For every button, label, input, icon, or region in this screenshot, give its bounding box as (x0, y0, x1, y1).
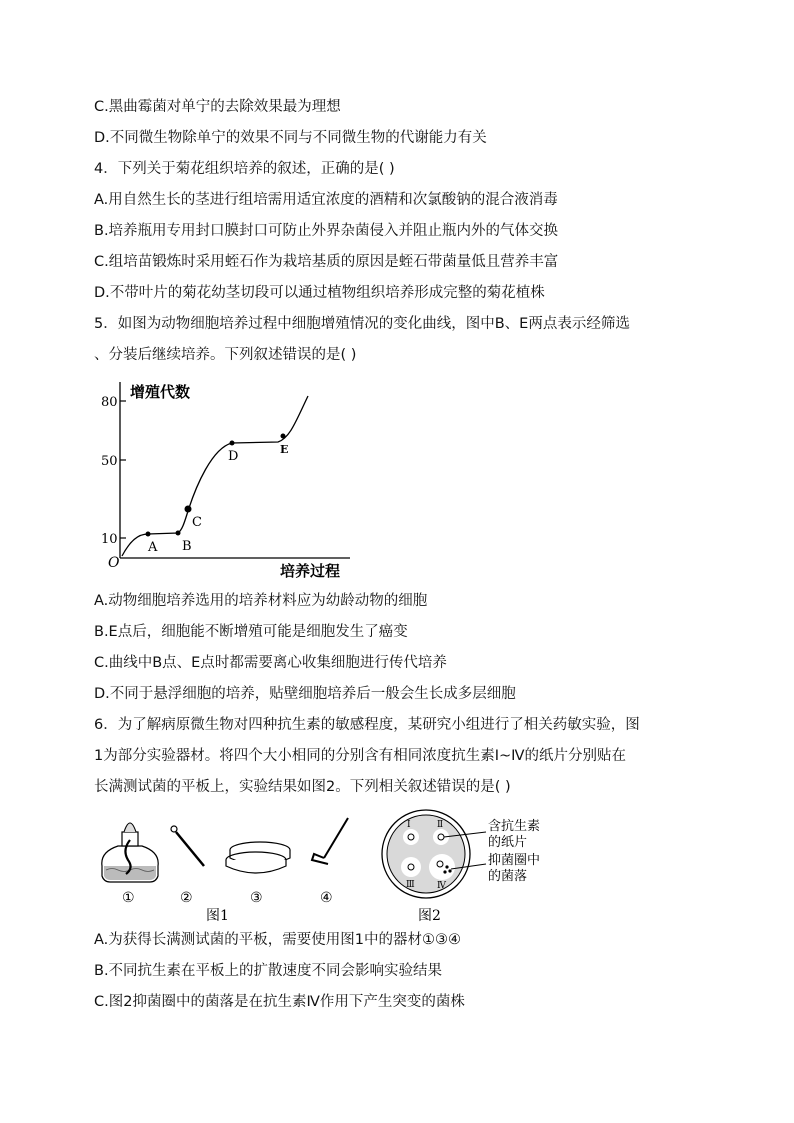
legend-colony-line1: 抑菌圈中 (488, 853, 541, 868)
label-e: E (280, 443, 289, 456)
q4-option-d: D.不带叶片的菊花幼茎切段可以通过植物组织培养形成完整的菊花植株 (94, 285, 545, 301)
point-b (176, 531, 181, 536)
q5-stem-line1: 5．如图为动物细胞培养过程中细胞增殖情况的变化曲线，图中B、E两点表示经筛选 (94, 316, 630, 332)
origin-label: O (108, 555, 120, 571)
point-e (281, 434, 286, 439)
q4-option-c: C.组培苗锻炼时采用蛭石作为栽培基质的原因是蛭石带菌量低且营养丰富 (94, 254, 559, 270)
q5-option-c: C.曲线中B点、E点时都需要离心收集细胞进行传代培养 (94, 655, 447, 671)
alcohol-lamp-icon (102, 823, 158, 882)
point-a (146, 532, 151, 537)
point-c (185, 506, 192, 513)
point-d (230, 441, 235, 446)
ytick-80: 80 (101, 395, 118, 410)
plate-inner-ring (387, 815, 465, 893)
x-axis-label: 培养过程 (280, 562, 341, 580)
label-4: ④ (320, 890, 333, 906)
petri-dish-icon (226, 842, 290, 873)
legend-disc-line1: 含抗生素 (488, 819, 541, 834)
q4-option-b: B.培养瓶用专用封口膜封口可防止外界杂菌侵入并阻止瓶内外的气体交换 (94, 223, 559, 239)
label-b: B (182, 539, 192, 554)
legend-disc-line2: 的纸片 (488, 835, 528, 850)
q5-option-a: A.动物细胞培养选用的培养材料应为幼龄动物的细胞 (94, 593, 428, 609)
q3-option-d: D.不同微生物除单宁的效果不同与不同微生物的代谢能力有关 (94, 130, 487, 146)
q3-option-c: C.黑曲霉菌对单宁的去除效果最为理想 (94, 99, 341, 115)
q4-option-a: A.用自然生长的茎进行组培需用适宜浓度的酒精和次氯酸钠的混合液消毒 (94, 192, 558, 208)
figure-2-plate (380, 808, 570, 924)
figure-1-equipment (92, 810, 364, 922)
ytick-50: 50 (101, 454, 118, 469)
label-3: ③ (250, 890, 263, 906)
q6-option-b: B.不同抗生素在平板上的扩散速度不同会影响实验结果 (94, 963, 443, 979)
cell-growth-graph (100, 376, 360, 582)
q6-stem-line1: 6．为了解病原微生物对四种抗生素的敏感程度，某研究小组进行了相关药敏实验，图 (94, 717, 640, 733)
disc-label-4: Ⅳ (437, 881, 446, 891)
inoculating-loop-icon (171, 826, 204, 866)
growth-curve (122, 396, 308, 556)
figure-2-caption: 图2 (418, 908, 441, 924)
q6-stem-line3: 长满测试菌的平板上，实验结果如图2。下列相关叙述错误的是( ) (94, 779, 511, 795)
spreader-icon (312, 818, 348, 864)
q5-option-d: D.不同于悬浮细胞的培养，贴壁细胞培养后一般会生长成多层细胞 (94, 686, 516, 702)
q6-option-c: C.图2抑菌圈中的菌落是在抗生素Ⅳ作用下产生突变的菌株 (94, 994, 465, 1010)
label-2: ② (180, 890, 193, 906)
q6-stem-line2: 1为部分实验器材。将四个大小相同的分别含有相同浓度抗生素Ⅰ~Ⅳ的纸片分别贴在 (94, 748, 627, 764)
disc-label-2: Ⅱ (437, 820, 444, 830)
q5-option-b: B.E点后，细胞能不断增殖可能是细胞发生了癌变 (94, 624, 408, 640)
label-c: C (192, 515, 202, 530)
disc-label-3: Ⅲ (406, 880, 415, 890)
label-a: A (148, 540, 158, 555)
q6-option-a: A.为获得长满测试菌的平板，需要使用图1中的器材①③④ (94, 932, 461, 948)
q4-stem: 4．下列关于菊花组织培养的叙述，正确的是( ) (94, 161, 395, 177)
label-d: D (228, 449, 239, 464)
disc-label-1: Ⅰ (407, 820, 411, 830)
ytick-10: 10 (101, 532, 118, 547)
legend-colony-line2: 的菌落 (488, 869, 528, 884)
q5-stem-line2: 、分装后继续培养。下列叙述错误的是( ) (94, 347, 357, 363)
figure-1-caption: 图1 (206, 908, 229, 922)
y-axis-label: 增殖代数 (130, 383, 191, 401)
label-1: ① (122, 890, 135, 906)
